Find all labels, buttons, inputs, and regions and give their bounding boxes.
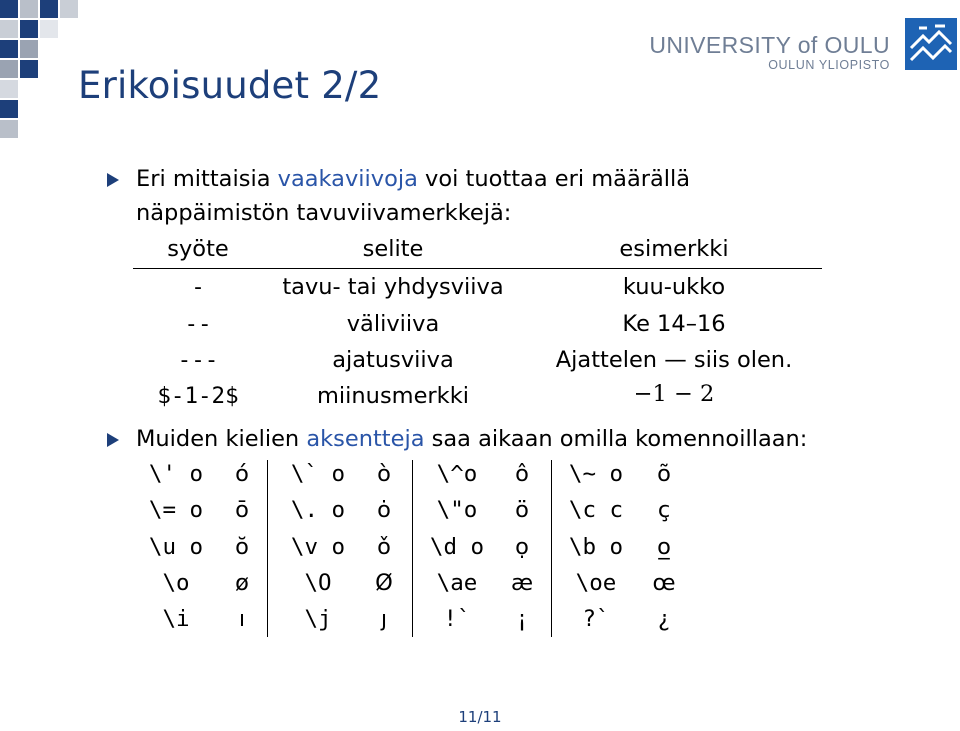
accent-result: ø [235, 570, 249, 596]
accent-command: \"o [436, 497, 478, 523]
bullet-2-suffix: saa aikaan omilla komennoillaan: [424, 426, 808, 452]
bullet-1-suffix: voi tuottaa eri määrällä [417, 166, 691, 192]
table-row-input: -- [184, 311, 212, 337]
accent-column-divider [551, 460, 552, 637]
accent-command: \. o [290, 497, 346, 523]
page-number: 11/11 [458, 708, 502, 726]
accent-command: \b o [568, 534, 624, 560]
accent-result: ŏ [235, 534, 249, 560]
table-row-desc: miinusmerkki [317, 383, 469, 409]
accent-command: \u o [148, 534, 204, 560]
accent-result: ō [235, 497, 249, 523]
accent-command: !` [443, 606, 471, 632]
accent-command: \d o [429, 534, 485, 560]
bullet-1-line2: näppäimistön tavuviivamerkkejä: [136, 200, 512, 226]
table-row-example: Ke 14–16 [622, 311, 726, 337]
table-header-input: syöte [167, 236, 229, 262]
slide-title: Erikoisuudet 2/2 [78, 64, 382, 107]
university-subname: OULUN YLIOPISTO [768, 58, 890, 72]
accent-command: ?` [582, 606, 610, 632]
table-row-input: --- [177, 347, 219, 373]
university-name: UNIVERSITY of OULU [649, 32, 890, 58]
accent-command: \= o [148, 497, 204, 523]
accent-command: \^o [436, 461, 478, 487]
accent-command: \oe [575, 570, 617, 596]
table-row-example: Ajattelen — siis olen. [555, 347, 793, 373]
accent-command: \o [162, 570, 190, 596]
accent-result: ǒ [377, 534, 391, 560]
accent-result: ọ [515, 534, 529, 560]
table-row-desc: ajatusviiva [332, 347, 454, 373]
bullet-arrow-icon [107, 433, 119, 447]
university-logo-icon [905, 18, 957, 70]
accent-result: Ø [375, 570, 393, 596]
accent-result: ¿ [658, 606, 670, 632]
accent-result: õ [657, 461, 671, 487]
table-row-example: −1 − 2 [633, 381, 715, 407]
accent-result: ȯ [377, 497, 391, 523]
accent-column-divider [412, 460, 413, 637]
accent-column-divider [267, 460, 268, 637]
accent-result: æ [510, 570, 534, 596]
accent-command: \j [304, 606, 332, 632]
accent-result: ¡ [517, 606, 527, 632]
table-header-desc: selite [362, 236, 424, 262]
university-wordmark [649, 33, 890, 73]
bullet-1-prefix: Eri mittaisia [136, 166, 278, 192]
table-row-input: - [191, 274, 205, 300]
table-row-example: kuu-ukko [622, 274, 726, 300]
bullet-2-prefix: Muiden kielien [136, 426, 307, 452]
accent-result: ç [657, 497, 671, 523]
accent-result: ó [235, 461, 249, 487]
accent-command: \` o [290, 461, 346, 487]
accent-command: \~ o [568, 461, 624, 487]
accent-result: ȷ [380, 606, 388, 632]
bullet-2-highlight: aksentteja [306, 426, 425, 452]
table-header-rule [133, 268, 822, 269]
accent-result: ò [377, 461, 391, 487]
table-header-example: esimerkki [619, 236, 729, 262]
table-row-desc: väliviiva [346, 311, 440, 337]
accent-command: \i [162, 606, 190, 632]
bullet-2-text [136, 426, 807, 452]
table-row-desc: tavu- tai yhdysviiva [282, 274, 504, 300]
accent-result: ı [238, 606, 246, 632]
accent-command: \' o [148, 461, 204, 487]
accent-result: ô [515, 461, 529, 487]
accent-result: ö [515, 497, 529, 523]
accent-result: œ [652, 570, 676, 596]
accent-command: \O [304, 570, 332, 596]
accent-command: \v o [290, 534, 346, 560]
accent-command: \ae [436, 570, 478, 596]
table-row-input: $-1-2$ [157, 383, 239, 409]
corner-decoration [0, 0, 90, 140]
accent-result: o̲ [657, 534, 671, 560]
accent-command: \c c [568, 497, 624, 523]
bullet-1-text [136, 166, 690, 192]
bullet-1-highlight: vaakaviivoja [277, 166, 418, 192]
bullet-arrow-icon [107, 173, 119, 187]
